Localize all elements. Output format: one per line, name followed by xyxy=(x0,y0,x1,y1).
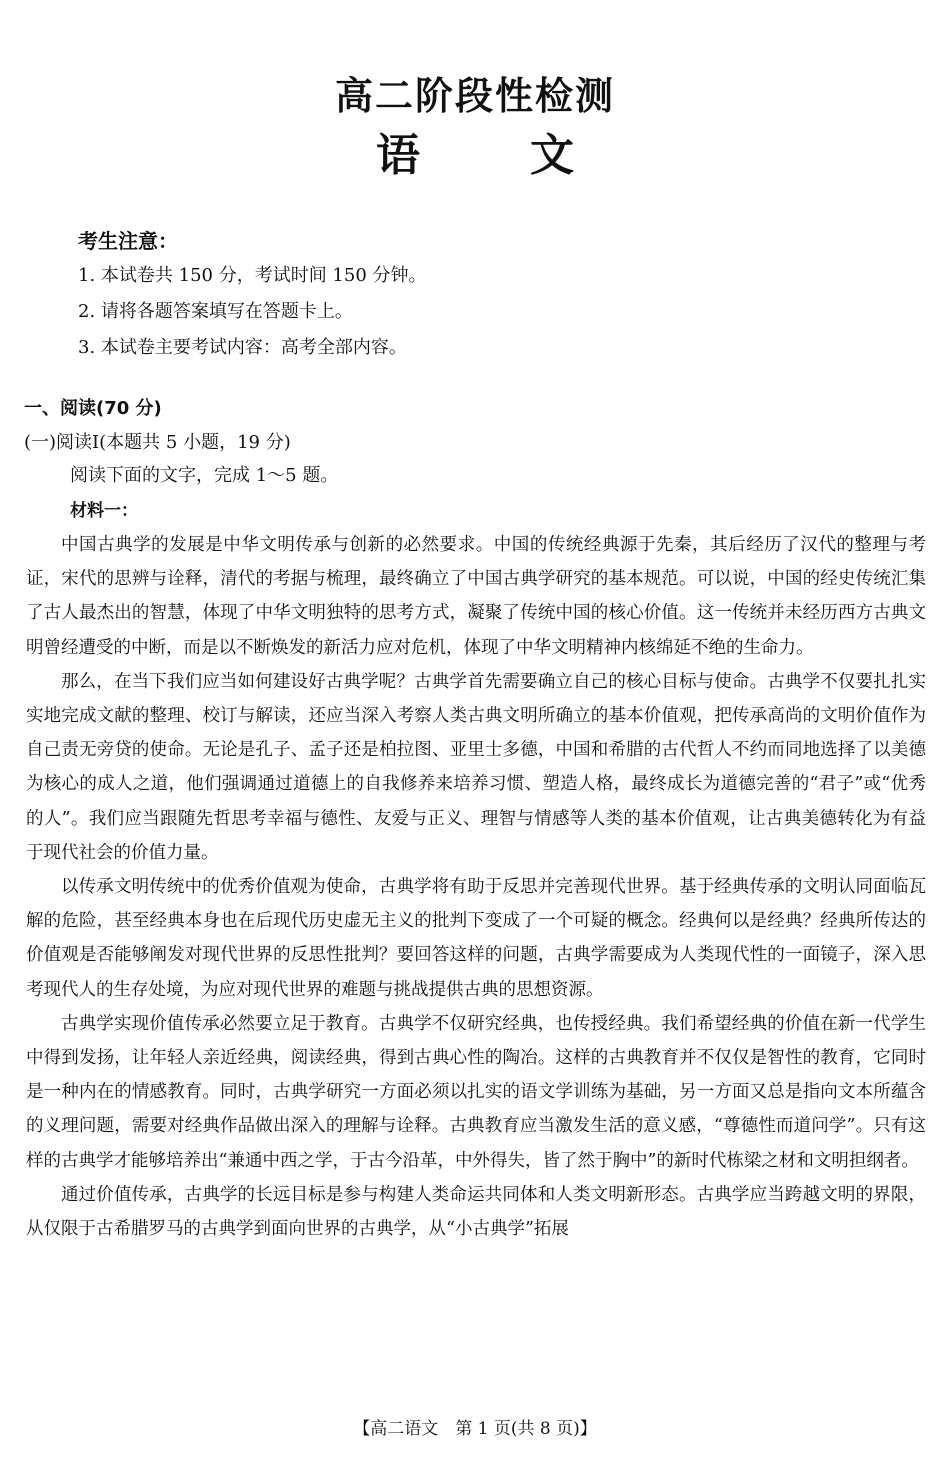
reading-instruction: 阅读下面的文字，完成 1～5 题。 xyxy=(70,465,339,486)
paragraph: 以传承文明传统中的优秀价值观为使命，古典学将有助于反思并完善现代世界。基于经典传承的文明认同面临瓦解的危险，甚至经典本身也在后现代历史虚无主义的批判下变成了一个可疑的概念。经典何以是经典？经典所传达的价值观是否能够阐发对现代世界的反思性批判？要回答这样的问题，古典学需要成为人类现代性的一面镜子，深入思考现代人的生存处境，为应对现代世界的难题与挑战提供古典的思想资源。 xyxy=(26,877,926,1000)
notice-item: 3. 本试卷主要考试内容：高考全部内容。 xyxy=(78,337,407,358)
notice-item: 1. 本试卷共 150 分，考试时间 150 分钟。 xyxy=(78,265,427,286)
subject-title xyxy=(0,128,950,184)
subject-char-2: 文 xyxy=(530,130,574,181)
paragraph: 中国古典学的发展是中华文明传承与创新的必然要求。中国的传统经典源于先秦，其后经历了汉代的整理与考证，宋代的思辨与诠释，清代的考据与梳理，最终确立了中国古典学研究的基本规范。可以说，中国的经史传统汇集了古人最杰出的智慧，体现了中华文明独特的思考方式，凝聚了传统中国的核心价值。这一传统并未经历西方古典文明曾经遭受的中断，而是以不断焕发的新活力应对危机，体现了中华文明精神内核绵延不绝的生命力。 xyxy=(26,535,926,658)
passage-body xyxy=(26,528,926,1246)
notice-heading: 考生注意： xyxy=(78,229,178,253)
section-heading: 一、阅读(70 分) xyxy=(24,398,162,419)
exam-title: 高二阶段性检测 xyxy=(334,74,615,118)
paragraph: 那么，在当下我们应当如何建设好古典学呢？古典学首先需要确立自己的核心目标与使命。古典学不仅要扎扎实实地完成文献的整理、校订与解读，还应当深入考察人类古典文明所确立的基本价值观，把传承高尚的文明价值作为自己责无旁贷的使命。无论是孔子、孟子还是柏拉图、亚里士多德，中国和希腊的古代哲人不约而同地选择了以美德为核心的成人之道，他们强调通过道德上的自我修养来培养习惯、塑造人格，最终成长为道德完善的“君子”或“优秀的人”。我们应当跟随先哲思考幸福与德性、友爱与正义、理智与情感等人类的基本价值观，让古典美德转化为有益于现代社会的价值力量。 xyxy=(26,671,926,863)
notice-item: 2. 请将各题答案填写在答题卡上。 xyxy=(78,301,353,322)
section-subheading: (一)阅读Ⅰ(本题共 5 小题，19 分) xyxy=(24,432,291,453)
material-label: 材料一： xyxy=(70,501,138,521)
notice-list xyxy=(78,258,427,366)
page-footer: 【高二语文 第 1 页(共 8 页)】 xyxy=(353,1419,597,1439)
paragraph: 古典学实现价值传承必然要立足于教育。古典学不仅研究经典，也传授经典。我们希望经典的价值在新一代学生中得到发扬，让年轻人亲近经典，阅读经典，得到古典心性的陶冶。这样的古典教育并不仅仅是智性的教育，它同时是一种内在的情感教育。同时，古典学研究一方面必须以扎实的语文学训练为基础，另一方面又总是指向文本所蕴含的义理问题，需要对经典作品做出深入的理解与诠释。古典教育应当激发生活的意义感，“尊德性而道问学”。只有这样的古典学才能够培养出“兼通中西之学，于古今沿革，中外得失，皆了然于胸中”的新时代栋梁之材和文明担纲者。 xyxy=(26,1013,926,1171)
paragraph: 通过价值传承，古典学的长远目标是参与构建人类命运共同体和人类文明新形态。古典学应当跨越文明的界限，从仅限于古希腊罗马的古典学到面向世界的古典学，从“小古典学”拓展 xyxy=(26,1184,926,1240)
subject-char-1: 语 xyxy=(376,130,420,181)
